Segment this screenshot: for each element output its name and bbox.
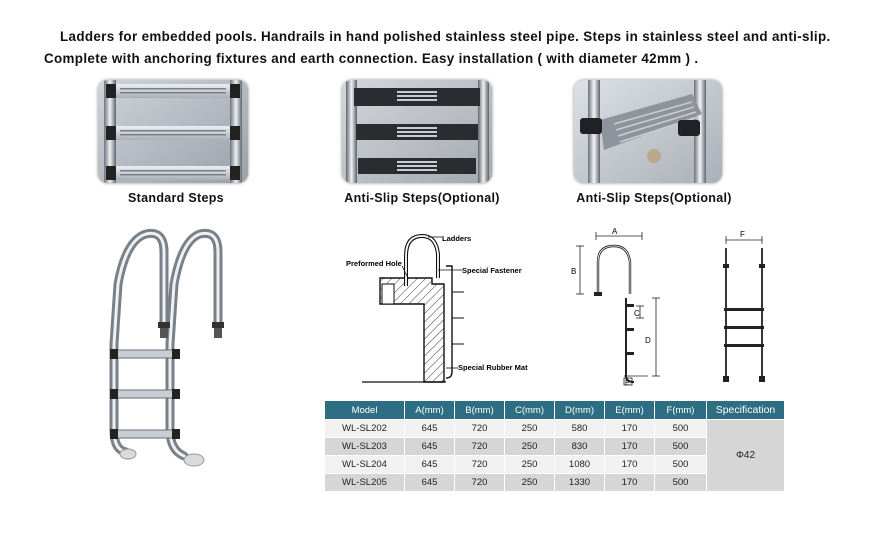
cell-a: 645	[405, 456, 455, 474]
dim-letter-c: C	[634, 309, 640, 318]
cell-f: 500	[655, 474, 707, 492]
cell-specification: Φ42	[707, 420, 785, 492]
standard-steps-caption: Standard Steps	[128, 191, 224, 205]
label-special-fastener: Special Fastener	[462, 266, 522, 275]
cell-b: 720	[455, 438, 505, 456]
anti-slip-steps-caption-2: Anti-Slip Steps(Optional)	[576, 191, 732, 205]
side-dimension-drawing	[568, 226, 668, 391]
intro-paragraph	[44, 26, 870, 70]
label-special-rubber-mat: Special Rubber Mat	[458, 363, 528, 372]
cell-model: WL-SL204	[325, 456, 405, 474]
cell-b: 720	[455, 420, 505, 438]
cell-e: 170	[605, 420, 655, 438]
label-preformed-hole: Preformed Hole	[346, 259, 402, 268]
cell-c: 250	[505, 420, 555, 438]
anti-slip-steps-photo-2	[574, 80, 722, 183]
cell-f: 500	[655, 420, 707, 438]
installation-diagram	[342, 226, 542, 386]
dim-letter-f: F	[740, 230, 745, 239]
header-specification: Specification	[707, 401, 785, 420]
header-c: C(mm)	[505, 401, 555, 420]
dim-letter-a: A	[612, 227, 618, 236]
cell-model: WL-SL205	[325, 474, 405, 492]
cell-d: 580	[555, 420, 605, 438]
dim-letter-b: B	[571, 267, 577, 276]
cell-c: 250	[505, 474, 555, 492]
header-f: F(mm)	[655, 401, 707, 420]
header-b: B(mm)	[455, 401, 505, 420]
cell-f: 500	[655, 438, 707, 456]
cell-c: 250	[505, 438, 555, 456]
anti-slip-steps-caption-1: Anti-Slip Steps(Optional)	[344, 191, 500, 205]
anti-slip-steps-image-2	[574, 80, 722, 183]
cell-e: 170	[605, 456, 655, 474]
cell-b: 720	[455, 474, 505, 492]
cell-a: 645	[405, 474, 455, 492]
label-ladders: Ladders	[442, 234, 472, 243]
specification-table	[324, 400, 785, 492]
header-a: A(mm)	[405, 401, 455, 420]
cell-b: 720	[455, 456, 505, 474]
front-dimension-drawing	[716, 226, 772, 391]
cell-c: 250	[505, 456, 555, 474]
dim-letter-d: D	[645, 336, 651, 345]
intro-text: Ladders for embedded pools. Handrails in hand polished stainless steel pipe. Steps in stainless steel and anti-slip. Complete with anchoring fixtures and earth connection. Easy installation ( with diameter 42mm ) .	[44, 29, 831, 66]
anti-slip-steps-image-1	[342, 80, 492, 183]
cell-a: 645	[405, 420, 455, 438]
cell-model: WL-SL202	[325, 420, 405, 438]
header-model: Model	[325, 401, 405, 420]
anti-slip-steps-photo-1	[342, 80, 492, 183]
standard-steps-photo	[98, 80, 248, 183]
cell-d: 1330	[555, 474, 605, 492]
dim-letter-e: E	[625, 380, 630, 387]
table-row	[325, 420, 785, 438]
table-header-row	[325, 401, 785, 420]
cell-a: 645	[405, 438, 455, 456]
header-d: D(mm)	[555, 401, 605, 420]
cell-d: 1080	[555, 456, 605, 474]
cell-e: 170	[605, 438, 655, 456]
cell-e: 170	[605, 474, 655, 492]
ladder-product-image	[98, 224, 226, 472]
header-e: E(mm)	[605, 401, 655, 420]
standard-steps-image	[98, 80, 248, 183]
cell-model: WL-SL203	[325, 438, 405, 456]
cell-f: 500	[655, 456, 707, 474]
cell-d: 830	[555, 438, 605, 456]
